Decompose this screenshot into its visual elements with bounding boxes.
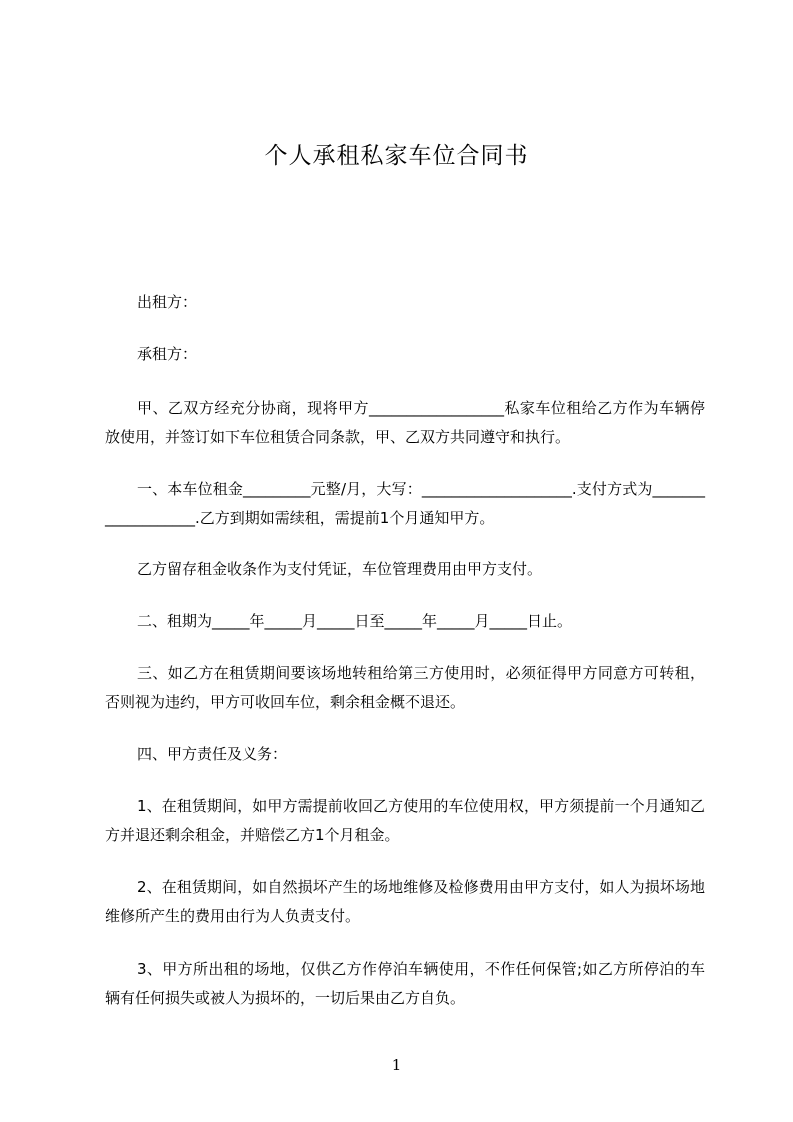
clause-4-item-1: 1、在租赁期间，如甲方需提前收回乙方使用的车位使用权，甲方须提前一个月通知乙方并退还剩余租金，并赔偿乙方1个月租金。 — [105, 797, 705, 844]
clause-3-paragraph: 三、如乙方在租赁期间要该场地转租给第三方使用时，必须征得甲方同意方可转租，否则视为违约，甲方可收回车位，剩余租金概不退还。 — [105, 664, 705, 711]
clause-4-item-2: 2、在租赁期间，如自然损坏产生的场地维修及检修费用由甲方支付，如人为损坏场地维修所产生的费用由行为人负责支付。 — [105, 878, 705, 925]
clause-4-heading: 四、甲方责任及义务： — [137, 745, 288, 763]
clause-2-paragraph: 二、租期为_____年_____月_____日至_____年_____月_____日止。 — [137, 612, 573, 630]
document-title: 个人承租私家车位合同书 — [264, 143, 529, 169]
lessor-label: 出租方： — [137, 293, 198, 311]
intro-paragraph: 甲、乙双方经充分协商，现将甲方__________________私家车位租给乙方作为车辆停放使用，并签订如下车位租赁合同条款，甲、乙双方共同遵守和执行。 — [105, 399, 705, 446]
clause-4-item-3: 3、甲方所出租的场地，仅供乙方作停泊车辆使用，不作任何保管;如乙方所停泊的车辆有任何损失或被人为损坏的，一切后果由乙方自负。 — [105, 960, 705, 1007]
lessee-label: 承租方： — [137, 345, 198, 363]
clause-1-paragraph: 一、本车位租金_________元整/月，大写：____________________.支付方式为___________________.乙方到期如需续租，需提前1个月通知甲方。 — [105, 480, 705, 527]
page-number: 1 — [391, 1056, 402, 1074]
receipt-note-paragraph: 乙方留存租金收条作为支付凭证，车位管理费用由甲方支付。 — [137, 560, 543, 578]
